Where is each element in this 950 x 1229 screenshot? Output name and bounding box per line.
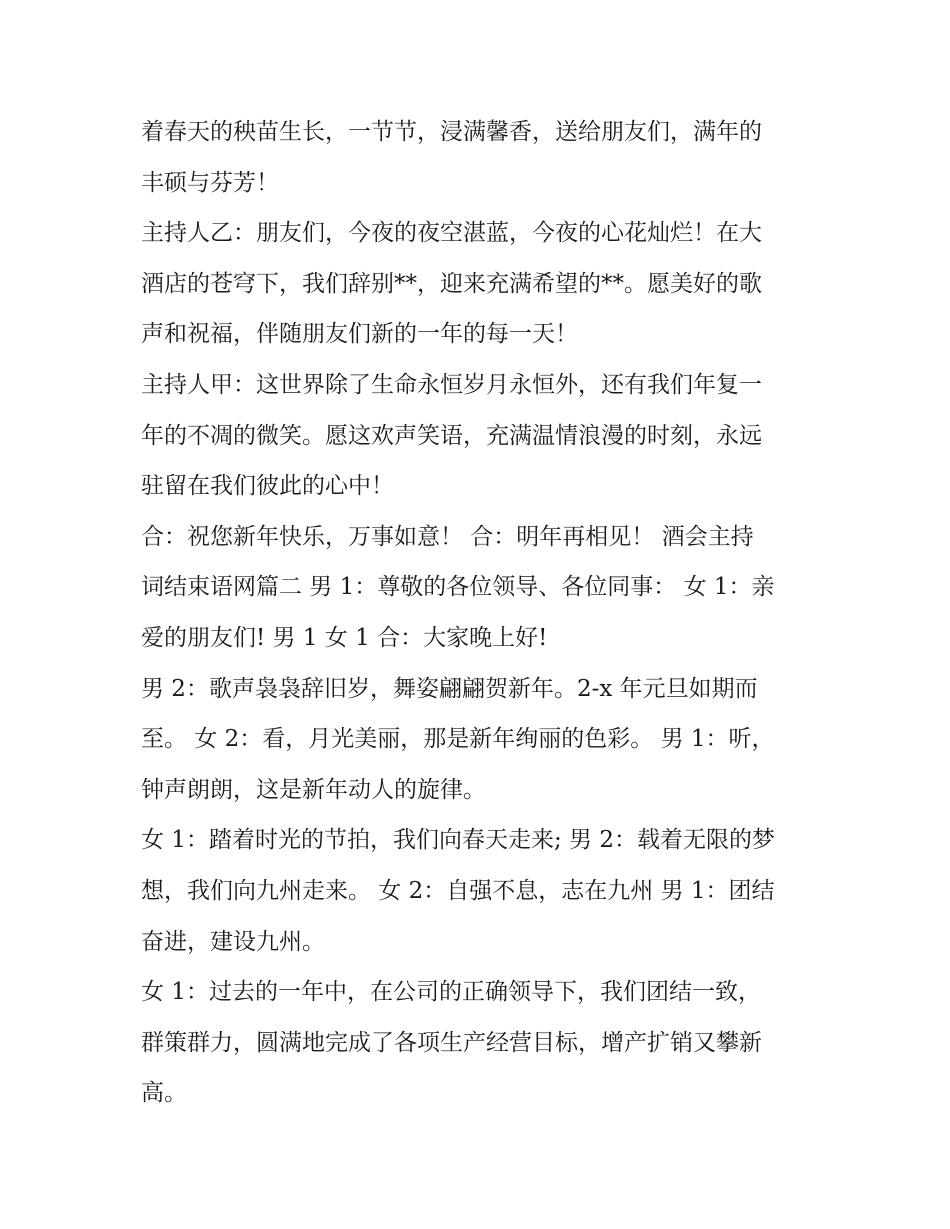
text-line: 至。 女 2：看，月光美丽，那是新年绚丽的色彩。 男 1：听， (141, 726, 775, 753)
paragraph-6 (141, 815, 821, 967)
text-line: 声和祝福，伴随朋友们新的一年的每一天！ (141, 321, 578, 348)
text-line: 钟声朗朗，这是新年动人的旋律。 (141, 776, 486, 803)
text-line: 合：祝您新年快乐，万事如意！ 合：明年再相见！ 酒会主持 (141, 523, 754, 550)
text-line: 丰硕与芬芳！ (141, 169, 279, 196)
text-line: 主持人甲：这世界除了生命永恒岁月永恒外，还有我们年复一 (141, 371, 762, 398)
text-line: 高。 (141, 1080, 187, 1107)
text-line: 爱的朋友们! 男 1 女 1 合：大家晚上好! (141, 624, 548, 651)
text-line: 酒店的苍穹下，我们辞别**，迎来充满希望的**。愿美好的歌 (141, 270, 762, 297)
text-line: 男 2：歌声袅袅辞旧岁，舞姿翩翩贺新年。2-x 年元旦如期而 (141, 675, 758, 702)
paragraph-5 (141, 664, 821, 816)
paragraph-4 (141, 512, 821, 664)
text-line: 年的不凋的微笑。愿这欢声笑语，充满温情浪漫的时刻，永远 (141, 422, 762, 449)
text-line: 奋进，建设九州。 (141, 928, 325, 955)
text-line: 着春天的秧苗生长，一节节，浸满馨香，送给朋友们，满年的 (141, 119, 762, 145)
text-line: 想，我们向九州走来。 女 2：自强不息，志在九州 男 1：团结 (141, 877, 775, 904)
paragraph-2 (141, 208, 821, 360)
text-line: 群策群力，圆满地完成了各项生产经营目标，增产扩销又攀新 (141, 1029, 762, 1056)
paragraph-1 (141, 107, 821, 208)
text-line: 驻留在我们彼此的心中！ (141, 473, 394, 500)
text-line: 词结束语网篇二 男 1：尊敬的各位领导、各位同事： 女 1：亲 (141, 574, 775, 601)
text-line: 女 1：过去的一年中，在公司的正确领导下，我们团结一致， (141, 979, 761, 1006)
document-body (141, 107, 821, 1119)
text-line: 女 1：踏着时光的节拍，我们向春天走来; 男 2：载着无限的梦 (141, 827, 775, 854)
text-line: 主持人乙：朋友们，今夜的夜空湛蓝，今夜的心花灿烂！在大 (141, 220, 762, 247)
paragraph-7 (141, 967, 821, 1119)
paragraph-3 (141, 360, 821, 512)
